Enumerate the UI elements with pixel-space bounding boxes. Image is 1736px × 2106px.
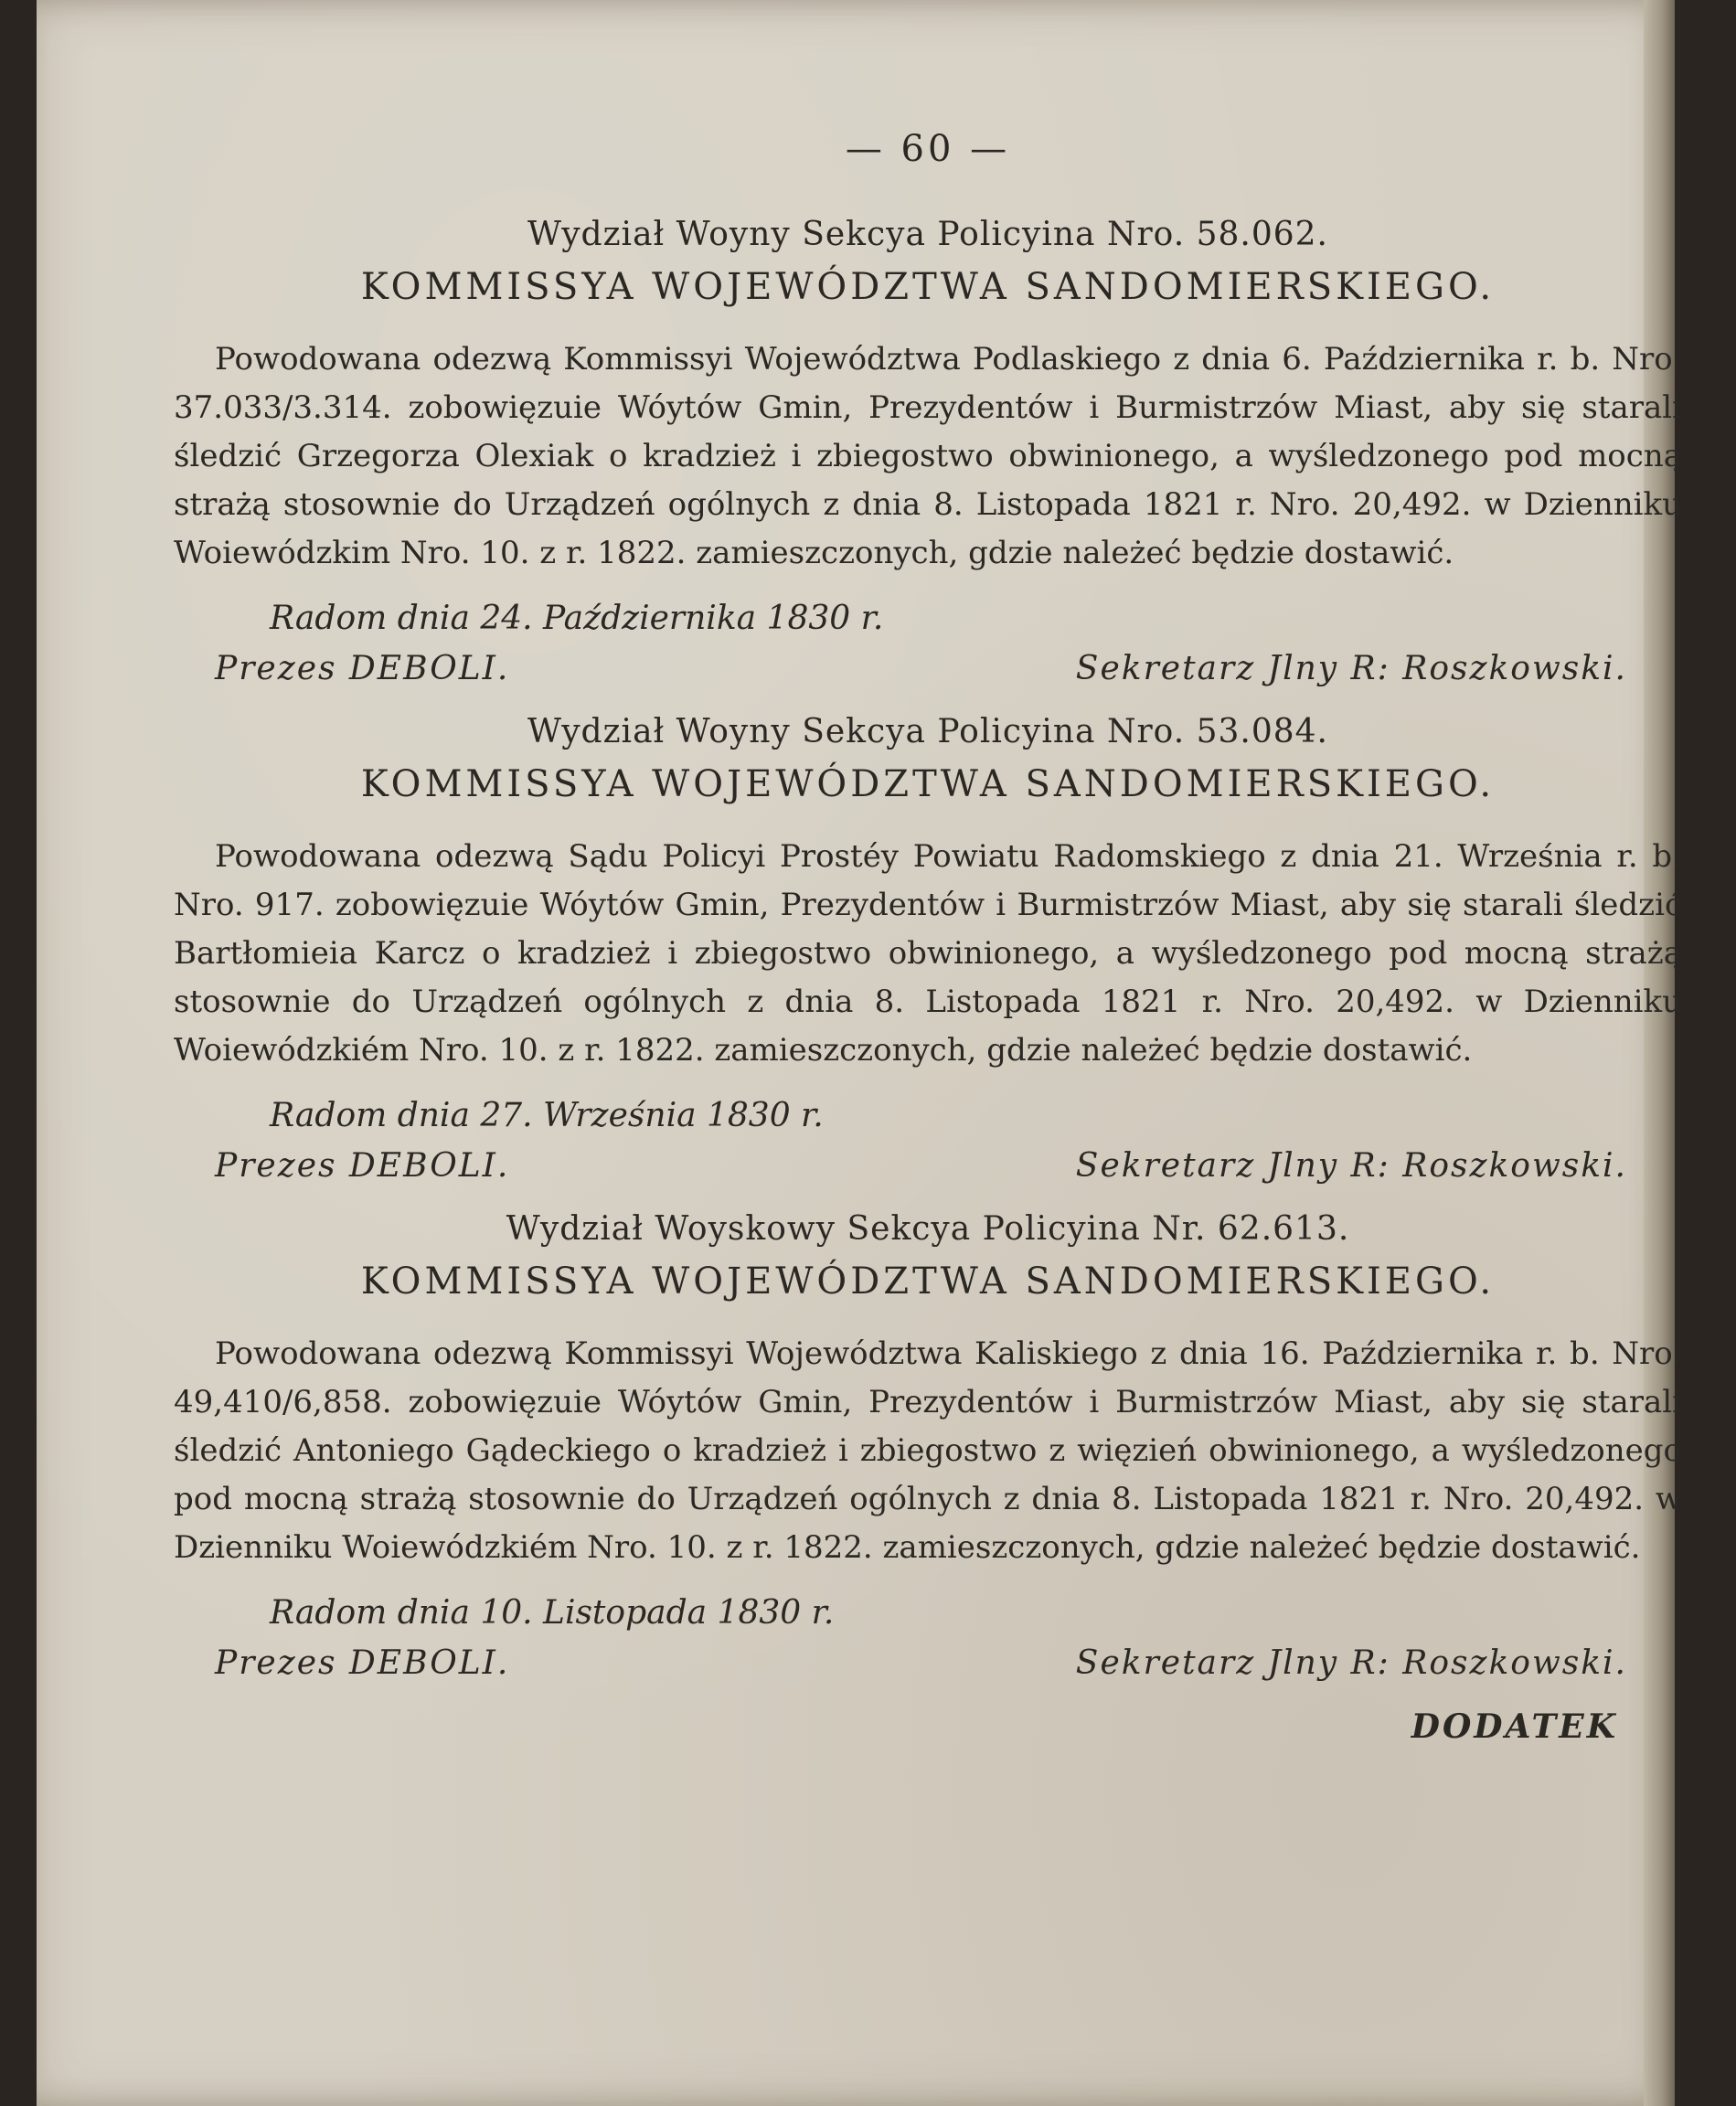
- notice-1-department: Wydział Woyny Sekcya Policyina Nro. 58.062.: [527, 216, 1328, 253]
- notice-1-date: Radom dnia 24. Października 1830 r.: [270, 600, 884, 637]
- notice-3-secretary: Sekretarz Jlny R: Roszkowski.: [1075, 1644, 1627, 1682]
- addendum-heading: DODATEK: [1411, 1707, 1618, 1746]
- notice-2-department: Wydział Woyny Sekcya Policyina Nro. 53.084.: [527, 713, 1328, 750]
- notice-2-body: Powodowana odezwą Sądu Policyi Prostéy Powiatu Radomskiego z dnia 21. Września r. b. Nro. 917. zobowięzuie Wóytów Gmin, Prezydentów i Burmistrzów Miast, aby się starali śledzić Bartłomieia Karcz o kradzież i zbiegostwo obwinionego, a wyśledzonego pod mocną strażą stosownie do Urządzeń ogólnych z dnia 8. Listopada 1821 r. Nro. 20,492. w Dzienniku Woiewódzkiém Nro. 10. z r. 1822. zamieszczonych, gdzie należeć będzie dostawić.: [174, 838, 1682, 1069]
- notice-2-date: Radom dnia 27. Września 1830 r.: [270, 1097, 824, 1134]
- document-page: [37, 0, 1682, 2106]
- notice-3-date: Radom dnia 10. Listopada 1830 r.: [270, 1594, 835, 1632]
- notice-1: [174, 216, 1682, 687]
- notice-3-body: Powodowana odezwą Kommissyi Województwa Kaliskiego z dnia 16. Października r. b. Nro. 49,410/6,858. zobowięzuie Wóytów Gmin, Prezydentów i Burmistrzów Miast, aby się starali śledzić Antoniego Gądeckiego o kradzież i zbiegostwo z więzień obwinionego, a wyśledzonego pod mocną strażą stosownie do Urządzeń ogólnych z dnia 8. Listopada 1821 r. Nro. 20,492. w Dzienniku Woiewódzkiém Nro. 10. z r. 1822. zamieszczonych, gdzie należeć będzie dostawić.: [174, 1335, 1682, 1566]
- notice-2-commission: KOMMISSYA WOJEWÓDZTWA SANDOMIERSKIEGO.: [360, 763, 1496, 805]
- notice-1-body: Powodowana odezwą Kommissyi Województwa Podlaskiego z dnia 6. Października r. b. Nro. 37.033/3.314. zobowięzuie Wóytów Gmin, Prezydentów i Burmistrzów Miast, aby się starali śledzić Grzegorza Olexiak o kradzież i zbiegostwo obwinionego, a wyśledzonego pod mocną strażą stosownie do Urządzeń ogólnych z dnia 8. Listopada 1821 r. Nro. 20,492. w Dzienniku Woiewódzkim Nro. 10. z r. 1822. zamieszczonych, gdzie należeć będzie dostawić.: [174, 341, 1682, 571]
- notice-3-commission: KOMMISSYA WOJEWÓDZTWA SANDOMIERSKIEGO.: [360, 1260, 1496, 1303]
- notice-1-president: Prezes DEBOLI.: [215, 650, 510, 687]
- notice-2-president: Prezes DEBOLI.: [215, 1147, 510, 1185]
- page-content: [174, 128, 1682, 1746]
- notice-2-signatures: [215, 1147, 1627, 1185]
- notice-3-department: Wydział Woyskowy Sekcya Policyina Nr. 62.613.: [506, 1210, 1350, 1248]
- notice-1-secretary: Sekretarz Jlny R: Roszkowski.: [1075, 650, 1627, 687]
- notice-1-commission: KOMMISSYA WOJEWÓDZTWA SANDOMIERSKIEGO.: [360, 266, 1496, 308]
- notice-2-secretary: Sekretarz Jlny R: Roszkowski.: [1075, 1147, 1627, 1185]
- notice-3: [174, 1210, 1682, 1682]
- notice-3-president: Prezes DEBOLI.: [215, 1644, 510, 1682]
- notice-1-signatures: [215, 650, 1627, 687]
- notice-3-signatures: [215, 1644, 1627, 1682]
- page-number: — 60 —: [845, 128, 1011, 170]
- notice-2: [174, 713, 1682, 1185]
